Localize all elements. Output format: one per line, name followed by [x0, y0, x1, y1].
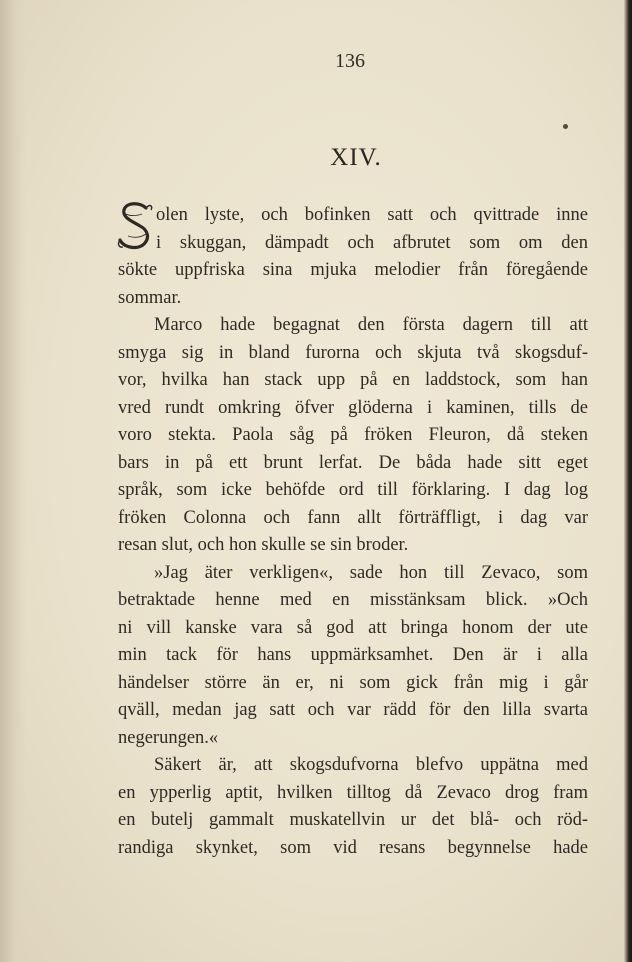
text-line: betraktade henne med en misstänksam blick. »Och [118, 590, 588, 610]
text-line: randiga skynket, som vid resans begynnelse hade [118, 837, 588, 858]
text-line: sökte uppfriska sina mjuka melodier från föregående [118, 260, 588, 280]
text-line: händelser större än er, ni som gick från mig i går [118, 672, 588, 693]
text-line: Säkert är, att skogsdufvorna blefvo uppätna med [154, 755, 588, 775]
text-line: ni vill kanske vara så god att bringa honom der ute [118, 617, 588, 638]
text-line: min tack för hans uppmärksamhet. Den är i alla [118, 645, 588, 665]
text-line: en butelj gammalt muskatellvin ur det blå- och röd- [118, 810, 588, 830]
text-line: sommar. [118, 287, 182, 308]
text-line: i skuggan, dämpadt och afbrutet som om den [156, 232, 588, 253]
text-line: vor, hvilka han stack upp på en laddstock, som han [118, 370, 588, 390]
text-line: voro stekta. Paola såg på fröken Fleuron, då steken [118, 425, 588, 445]
text-line: olen lyste, och bofinken satt och qvittrade inne [156, 205, 588, 225]
text-line: resan slut, och hon skulle se sin broder. [118, 535, 409, 555]
text-line: vred rundt omkring öfver glöderna i kaminen, tills de [118, 397, 588, 418]
text-line: qväll, medan jag satt och var rädd för den lilla svarta [118, 700, 588, 720]
text-line: »Jag äter verkligen«, sade hon till Zevaco, som [154, 562, 588, 583]
page-number: 136 [335, 50, 365, 72]
chapter-heading: XIV. [330, 144, 382, 171]
text-line: språk, som icke behöfde ord till förklaring. I dag log [118, 480, 588, 500]
text-line: bars in på ett brunt lerfat. De båda hade sitt eget [118, 452, 588, 473]
text-line: en ypperlig aptit, hvilken tilltog då Zevaco drog fram [118, 782, 588, 803]
body-text [118, 202, 588, 862]
ink-speck [563, 124, 568, 129]
text-lines [118, 202, 588, 862]
text-line: negerungen.« [118, 727, 219, 748]
text-line: Marco hade begagnat den första dagern till att [154, 315, 588, 335]
text-line: smyga sig in bland furorna och skjuta två skogsduf- [118, 342, 588, 363]
text-line: fröken Colonna och fann allt förträffligt, i dag var [118, 507, 588, 528]
